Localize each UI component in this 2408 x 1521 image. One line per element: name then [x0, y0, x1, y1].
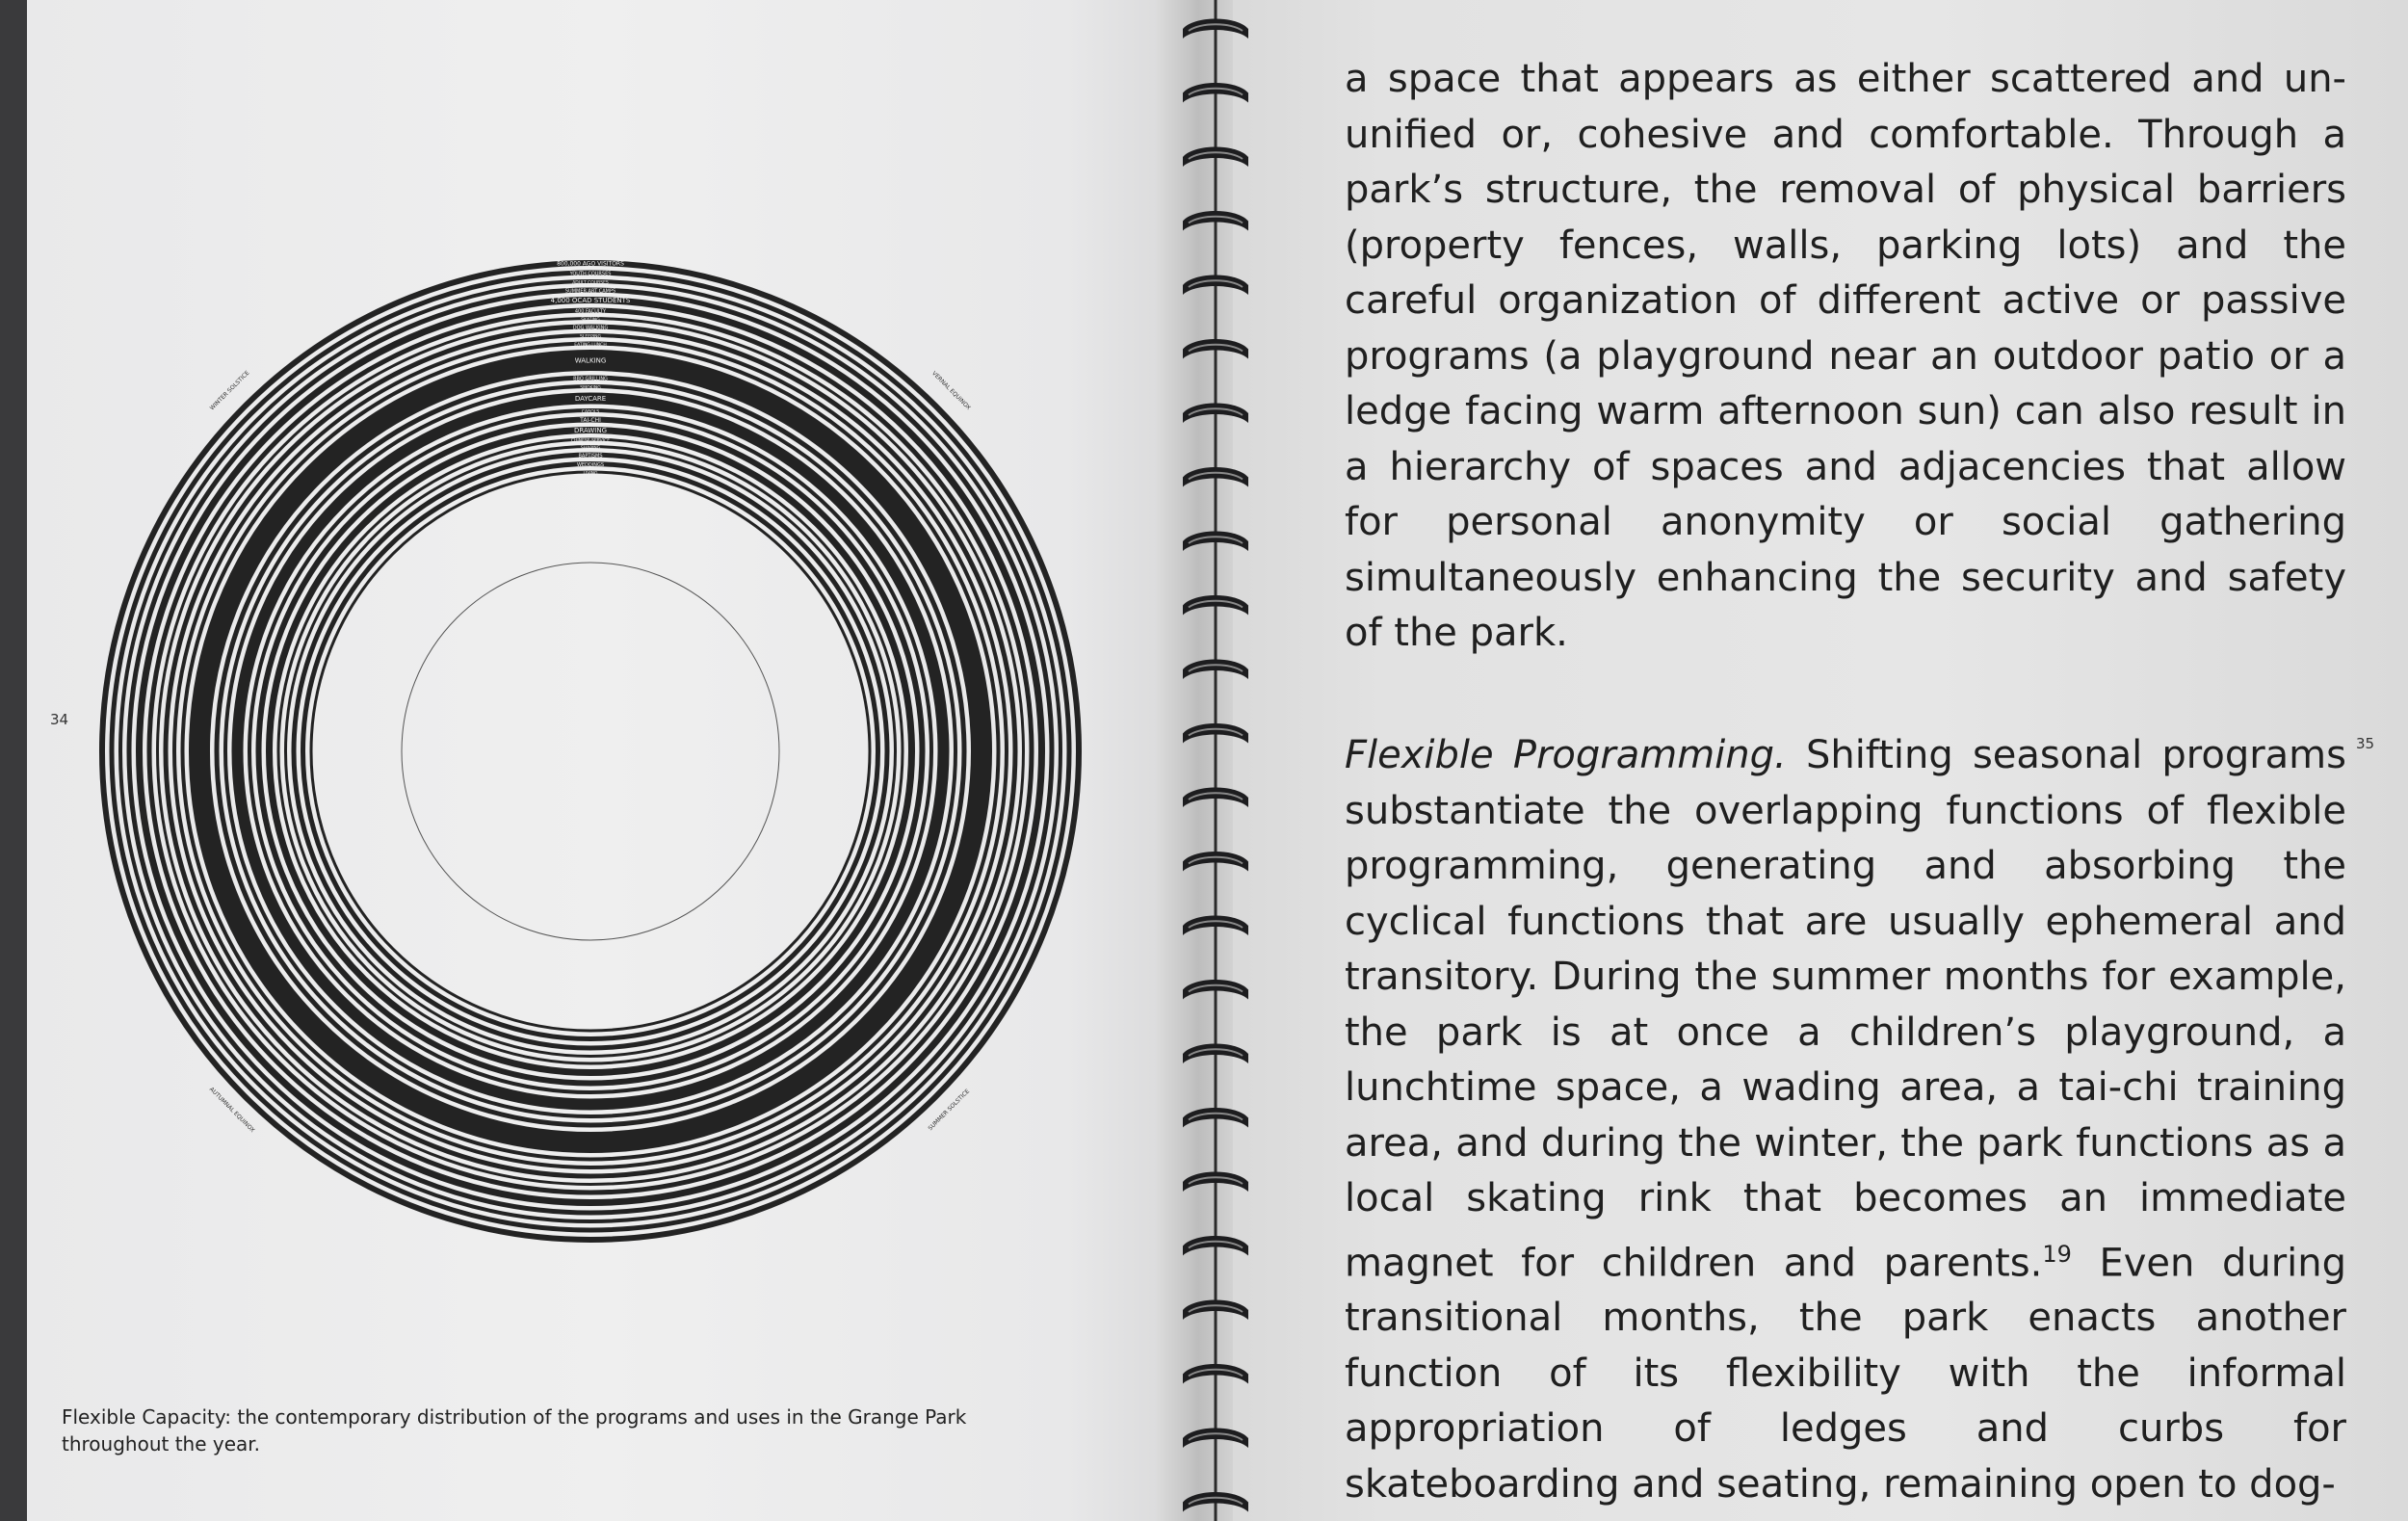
ring-label: BAPTISMS: [578, 453, 603, 459]
ring-11: [199, 360, 982, 1142]
ring-label: DRAWING: [573, 427, 608, 434]
ring-label: CHINESE SERVICE: [570, 438, 611, 444]
ring-13: [225, 386, 955, 1116]
paragraph-flexible-programming: [1345, 728, 2346, 1512]
footnote-reference: 19: [2042, 1240, 2072, 1268]
ring-label: WEDDINGS: [576, 462, 605, 468]
ring-label: 4,000 OCAD STUDENTS: [550, 297, 631, 304]
ring-label: LIVING: [583, 471, 598, 477]
season-label: SUMMER SOLSTICE: [927, 1088, 972, 1133]
ring-label: SKATING: [581, 318, 600, 323]
season-label: AUTUMNAL EQUINOX: [207, 1086, 256, 1135]
ring-5: [140, 301, 1042, 1203]
ring-label: SMOKING: [580, 385, 601, 391]
season-label: VERNAL EQUINOX: [930, 370, 972, 411]
ring-label: SHAPING: [580, 446, 601, 451]
right-page-number: 35: [2356, 735, 2375, 752]
ring-15: [249, 410, 931, 1092]
ring-9: [174, 335, 1007, 1167]
ring-label: WALKING: [574, 356, 607, 365]
program-ring-diagram: [27, 193, 1086, 1272]
ring-17: [270, 431, 912, 1073]
paragraph-structure: a space that appears as either scattered and un-unified or, cohesive and comfortable. Through a park’s structure, the removal of physical barriers (property fences, walls, parking lots) and the careful organization of different active or passive programs (a playground near an outdoor patio or a ledge facing warm afternoon sun) can also result in a hierarchy of spaces and adjacencies that allow for personal anonymity or social gathering simultaneously enhancing the security and safety of the park.: [1345, 57, 2346, 655]
ring-20: [294, 455, 887, 1048]
ring-18: [278, 439, 903, 1063]
paragraph-text-part2: Even during transitional months, the park enacts another function of its flexibility with the informal appropriation of ledges and curbs for skateboarding and seating, remaining open to dog-: [1345, 1240, 2347, 1507]
spiral-binding: [1156, 0, 1271, 1521]
paragraph-text-part1: Shifting seasonal programs substantiate the overlapping functions of flexible programming, generating and absorbing the cyclical functions that are usually ephemeral and transitory. During the summer months for example, the park is at once a children’s playground, a lunchtime space, a wading area, a tai-chi training area, and during the winter, the park functions as a local skating rink that becomes an immediate magnet for children and parents.: [1345, 733, 2346, 1285]
ring-21: [303, 464, 878, 1039]
ring-label: 800,000 AGO VISITORS: [557, 260, 624, 268]
ring-label: ADULT COURSES: [572, 280, 609, 286]
ring-label: DAYCARE: [574, 395, 607, 403]
ring-label: DOG WALKING: [572, 325, 609, 331]
left-page-number: 34: [50, 711, 69, 728]
ring-label: SLEEPING: [580, 334, 601, 340]
ring-22: [311, 472, 870, 1031]
inner-circle: [402, 563, 779, 940]
ring-label: CAROLS: [581, 409, 600, 415]
ring-12: [217, 378, 964, 1125]
figure-caption: Flexible Capacity: the contemporary distribution of the programs and uses in the Grange Park throughout the year.: [62, 1405, 967, 1455]
ring-label: EATING LUNCH: [574, 343, 607, 348]
ring-label: TAI-CHI: [580, 417, 601, 424]
ring-14: [238, 399, 944, 1105]
paragraph-heading: Flexible Programming.: [1345, 733, 1787, 777]
season-label: WINTER SOLSTICE: [208, 369, 251, 412]
ring-label: 400 FACULTY: [574, 308, 607, 315]
ring-label: BBQ GRILLING: [573, 376, 608, 382]
ring-label: SUMMER ART CAMPS: [564, 288, 616, 295]
ring-label: YOUTH COURSES: [569, 271, 612, 277]
ring-16: [259, 420, 923, 1084]
season-label-group: [208, 370, 972, 1135]
ring-19: [286, 447, 896, 1057]
